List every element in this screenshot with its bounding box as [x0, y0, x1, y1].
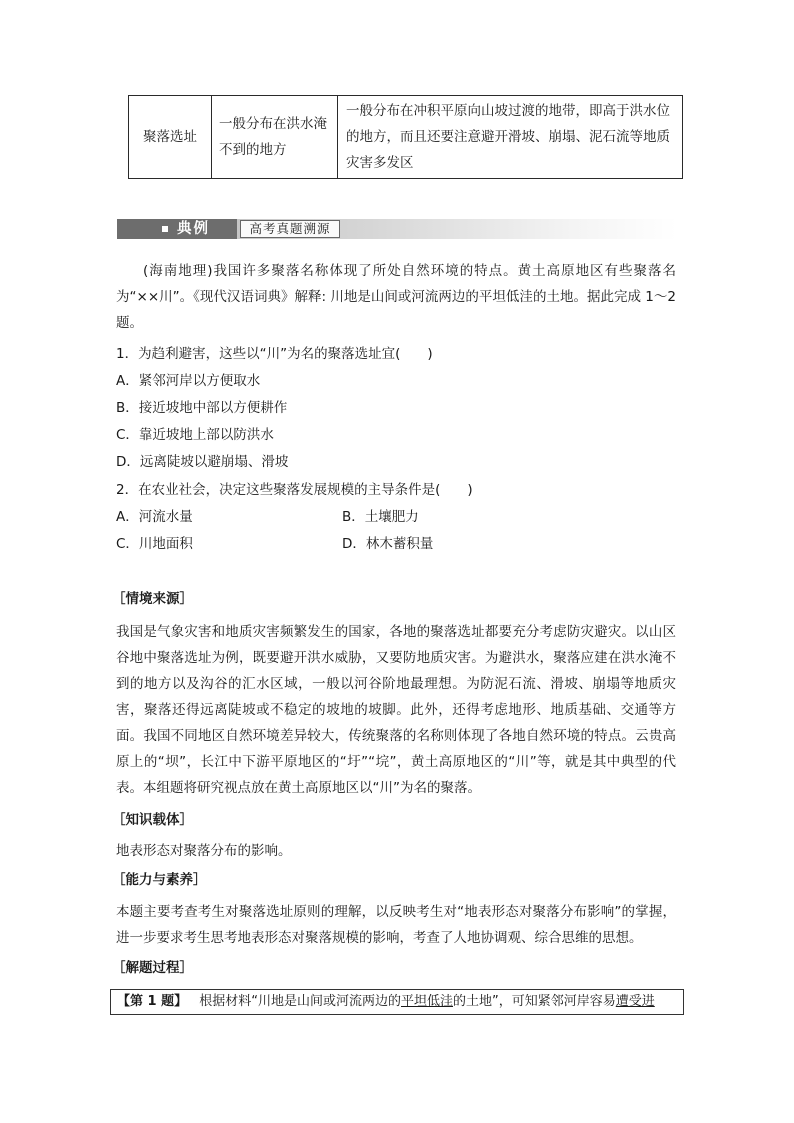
question-2-option-c: C．川地面积	[116, 536, 193, 552]
process-underline-2: 遭受进	[615, 994, 655, 1009]
section-ability-text: 本题主要考查考生对聚落选址原则的理解，以反映考生对“地表形态对聚落分布影响”的掌握，进一步要求考生思考地表形态对聚落规模的影响，考查了人地协调观、综合思维的思想。	[116, 904, 676, 946]
question-2-stem: 2．在农业社会，决定这些聚落发展规模的主导条件是( )	[116, 482, 473, 498]
process-head: 【第 1 题】	[117, 994, 188, 1009]
settlement-table	[128, 95, 683, 179]
example-banner	[117, 219, 677, 239]
process-box	[110, 989, 684, 1015]
table-cell-summary: 一般分布在洪水淹不到的地方	[212, 96, 338, 179]
process-underline-1: 平坦低洼	[401, 994, 454, 1009]
section-knowledge-title: 知识载体	[125, 812, 180, 828]
intro-paragraph: (海南地理)我国许多聚落名称体现了所处自然环境的特点。黄土高原地区有些聚落名为“××川”。《现代汉语词典》解释: 川地是山间或河流两边的平坦低洼的土地。据此完成 1～2题。	[116, 263, 676, 331]
banner-subtitle: 高考真题溯源	[240, 220, 340, 238]
process-text-1: 根据材料“川地是山间或河流两边的	[199, 994, 401, 1009]
banner-square-icon	[162, 226, 168, 232]
question-2-option-d: D．林木蓄积量	[342, 536, 434, 552]
question-1-option-d: D．远离陡坡以避崩塌、滑坡	[116, 454, 289, 470]
question-2-option-b: B．土壤肥力	[342, 509, 419, 525]
section-context-title: 情境来源	[125, 591, 180, 607]
section-ability-heading: ［能力与素养］	[112, 872, 207, 888]
question-1-stem: 1．为趋利避害，这些以“川”为名的聚落选址宜( )	[116, 346, 433, 362]
banner-tag: 典例	[177, 221, 210, 237]
section-knowledge-text: 地表形态对聚落分布的影响。	[116, 843, 292, 859]
table-cell-category: 聚落选址	[129, 96, 212, 179]
section-context-heading: ［情境来源］	[112, 591, 193, 607]
question-1-option-b: B．接近坡地中部以方便耕作	[116, 400, 288, 416]
table-row	[129, 96, 683, 179]
section-knowledge-heading: ［知识载体］	[112, 812, 193, 828]
section-process-heading: ［解题过程］	[112, 960, 193, 976]
process-text-2: 的土地”，可知紧邻河岸容易	[453, 994, 616, 1009]
question-1-option-a: A．紧邻河岸以方便取水	[116, 373, 261, 389]
section-process-title: 解题过程	[125, 960, 180, 976]
section-context-text: 我国是气象灾害和地质灾害频繁发生的国家，各地的聚落选址都要充分考虑防灾避灾。以山区谷地中聚落选址为例，既要避开洪水威胁，又要防地质灾害。为避洪水，聚落应建在洪水淹不到的地方以及沟谷的汇水区域，一般以河谷阶地最理想。为防泥石流、滑坡、崩塌等地质灾害，聚落还得远离陡坡或不稳定的坡地的坡脚。此外，还得考虑地形、地质基础、交通等方面。我国不同地区自然环境差异较大，传统聚落的名称则体现了各地自然环境的特点。云贵高原上的“坝”，长江中下游平原地区的“圩”“垸”，黄土高原地区的“川”等，就是其中典型的代表。本组题将研究视点放在黄土高原地区以“川”为名的聚落。	[116, 624, 676, 796]
question-2-option-a: A．河流水量	[116, 509, 193, 525]
section-ability-title: 能力与素养	[125, 872, 193, 888]
table-cell-detail: 一般分布在冲积平原向山坡过渡的地带，即高于洪水位的地方，而且还要注意避开滑坡、崩塌、泥石流等地质灾害多发区	[338, 96, 683, 179]
question-1-option-c: C．靠近坡地上部以防洪水	[116, 427, 274, 443]
